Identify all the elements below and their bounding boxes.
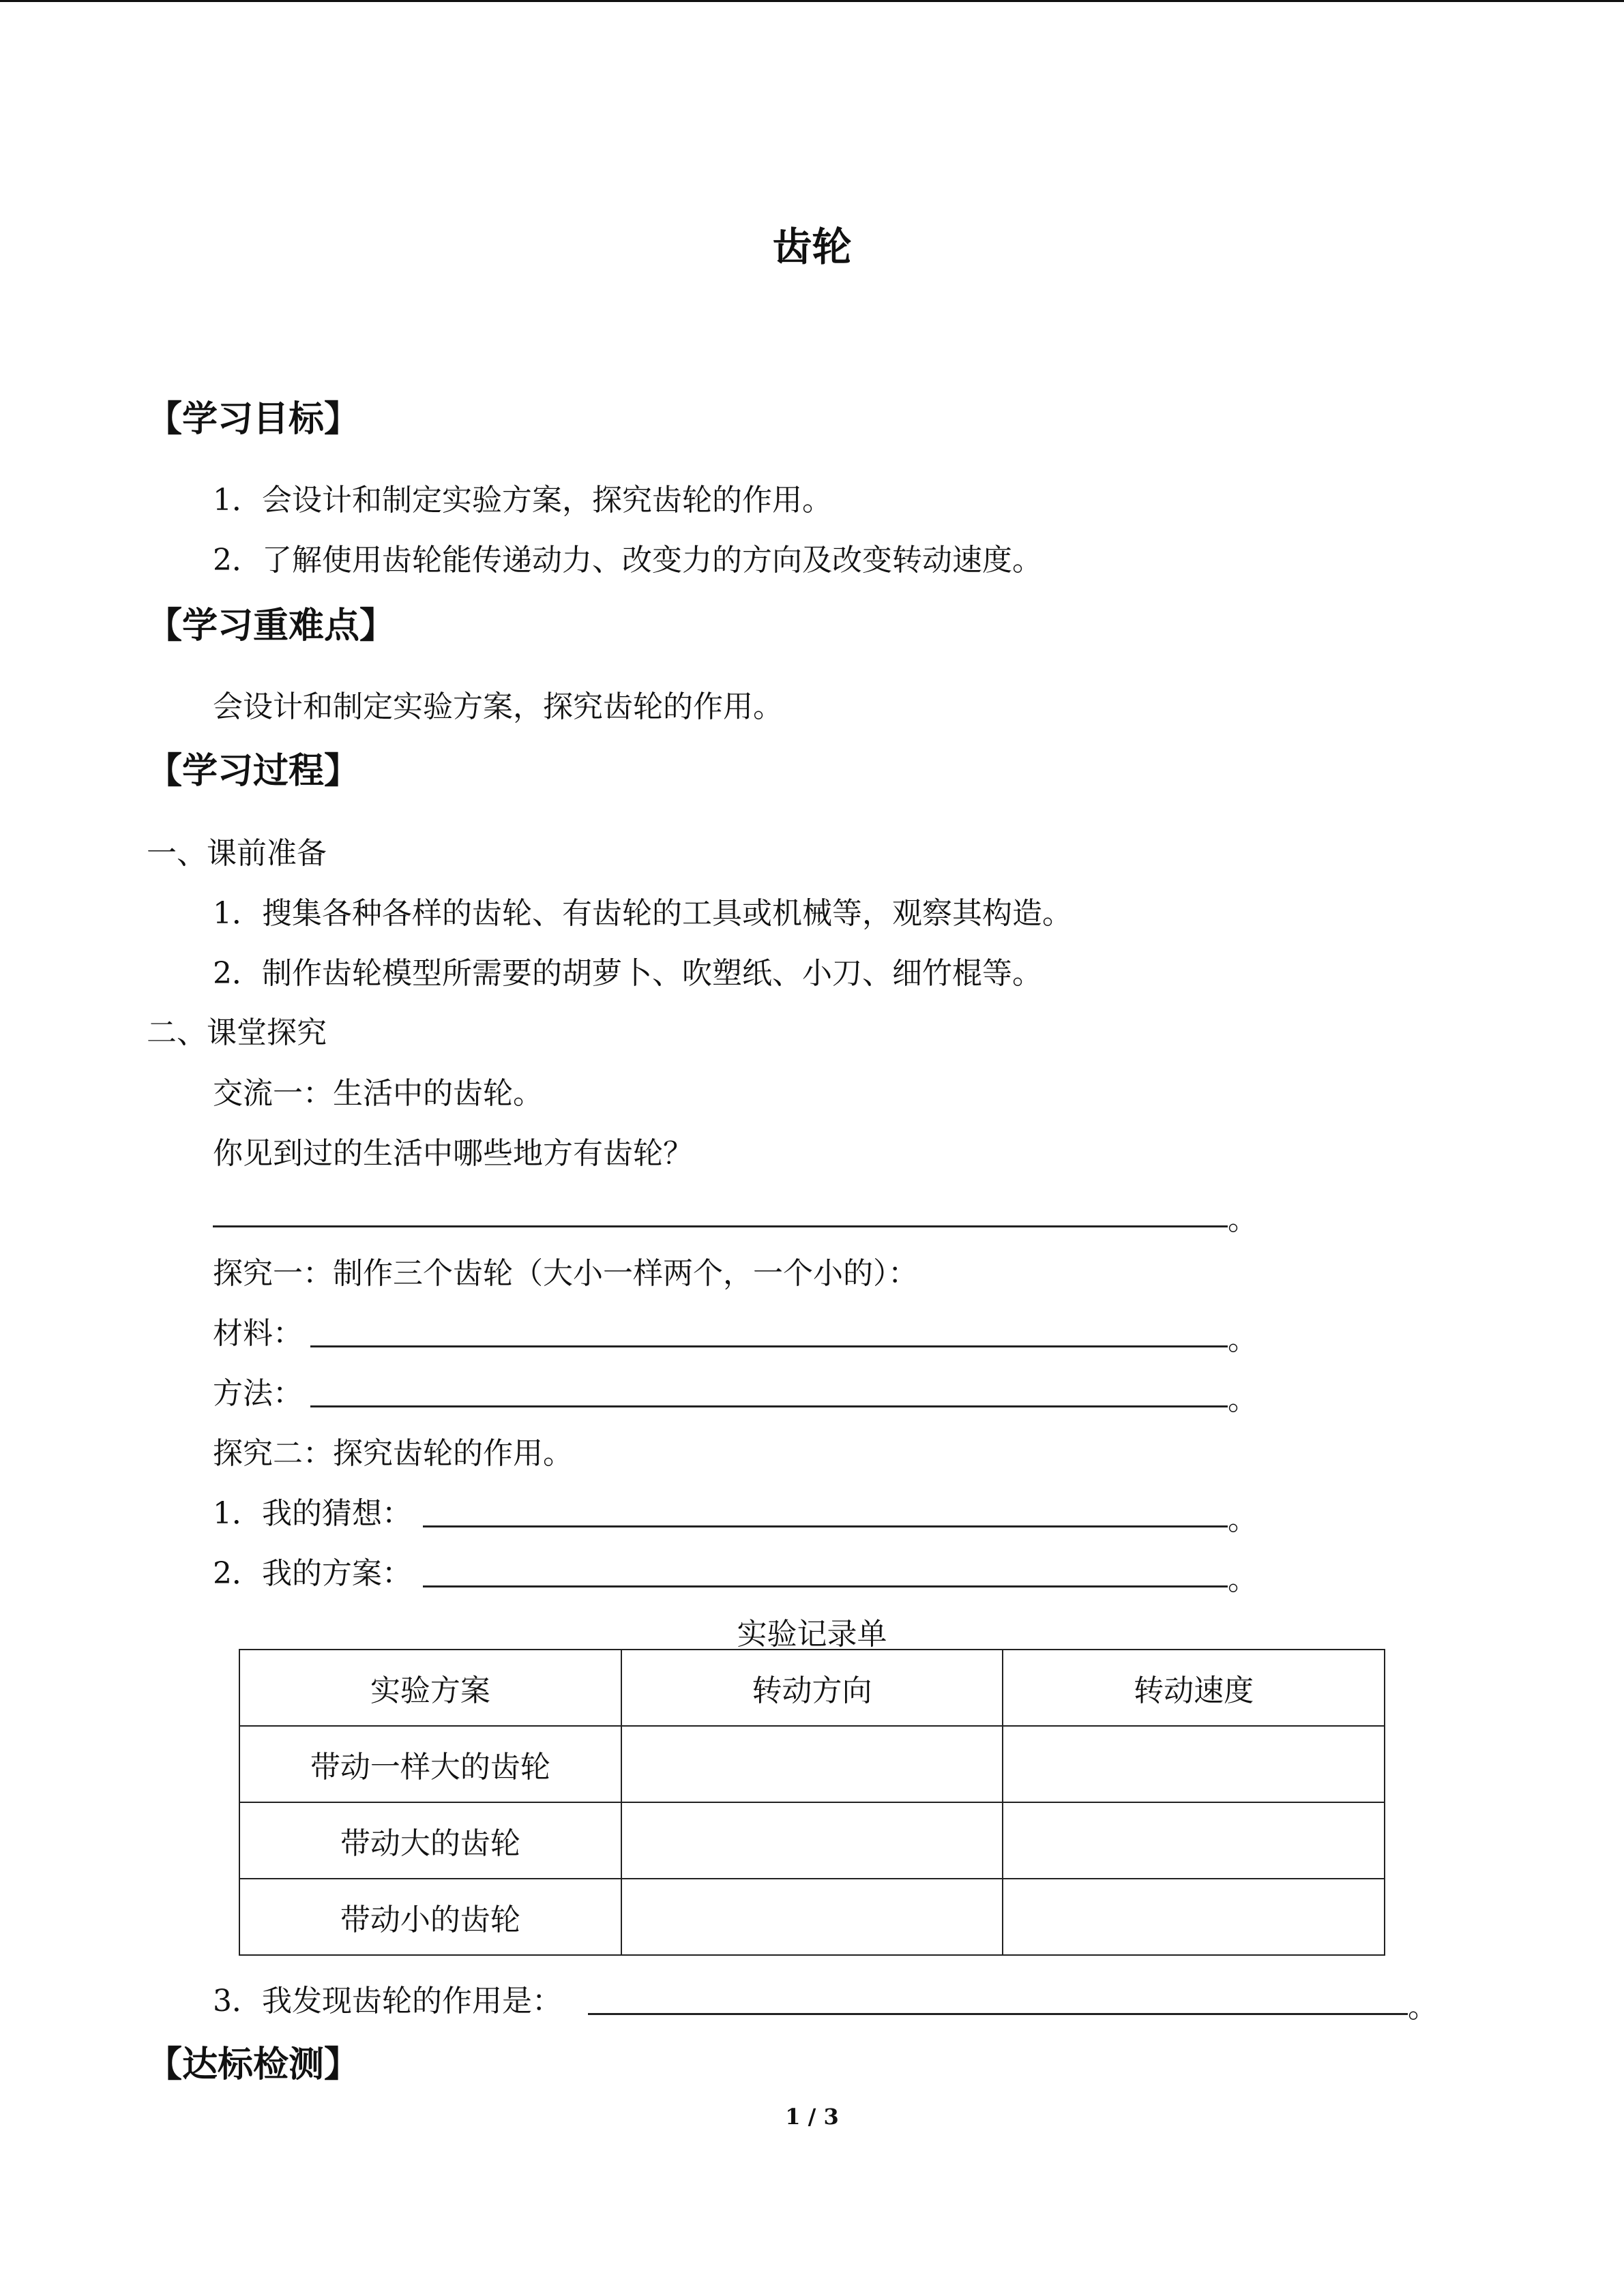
answer-line-finding[interactable]: [588, 2013, 1408, 2015]
table-cell: 带动小的齿轮: [239, 1879, 621, 1955]
table-cell-input[interactable]: [1003, 1726, 1385, 1802]
period-finding: 。: [1408, 1990, 1438, 2025]
table-cell-input[interactable]: [621, 1726, 1003, 1802]
table-row: [239, 1726, 1385, 1802]
exchange-1: 交流一：生活中的齿轮。: [213, 1076, 543, 1111]
period-method: 。: [1228, 1382, 1258, 1417]
answer-line-question[interactable]: [213, 1225, 1228, 1227]
period-plan: 。: [1228, 1562, 1258, 1597]
finding-label: 3．我发现齿轮的作用是：: [213, 1984, 562, 2018]
inquiry-2: 探究二：探究齿轮的作用。: [213, 1436, 573, 1471]
table-header-cell: 实验方案: [239, 1650, 621, 1726]
period-materials: 。: [1228, 1322, 1258, 1357]
experiment-record-table: [239, 1649, 1385, 1956]
table-cell: 带动一样大的齿轮: [239, 1726, 621, 1802]
plan-label: 2．我的方案：: [213, 1556, 412, 1591]
table-caption: 实验记录单: [737, 1617, 887, 1652]
answer-line-plan[interactable]: [423, 1585, 1228, 1587]
table-cell: 带动大的齿轮: [239, 1802, 621, 1879]
section-heading-goals: 【学习目标】: [147, 399, 360, 440]
guess-label: 1．我的猜想：: [213, 1496, 412, 1531]
table-cell-input[interactable]: [621, 1879, 1003, 1955]
page-title: 齿轮: [772, 224, 852, 270]
answer-line-materials[interactable]: [310, 1345, 1228, 1347]
period-guess: 。: [1228, 1502, 1258, 1537]
question-text: 你见到过的生活中哪些地方有齿轮？: [213, 1136, 693, 1171]
explore-heading: 二、课堂探究: [147, 1015, 327, 1050]
inquiry-1: 探究一：制作三个齿轮（大小一样两个，一个小的）：: [213, 1256, 918, 1291]
table-header-cell: 转动方向: [621, 1650, 1003, 1726]
section-heading-key-points: 【学习重难点】: [147, 606, 396, 646]
table-row: [239, 1879, 1385, 1955]
table-row: [239, 1802, 1385, 1879]
key-points-text: 会设计和制定实验方案，探究齿轮的作用。: [213, 689, 783, 724]
page-number: 1 / 3: [785, 2104, 839, 2130]
section-heading-assessment: 【达标检测】: [147, 2044, 360, 2085]
prep-heading: 一、课前准备: [147, 836, 327, 871]
table-header-cell: 转动速度: [1003, 1650, 1385, 1726]
table-cell-input[interactable]: [1003, 1802, 1385, 1879]
answer-line-guess[interactable]: [423, 1525, 1228, 1527]
answer-line-method[interactable]: [310, 1405, 1228, 1407]
prep-item-2: 2．制作齿轮模型所需要的胡萝卜、吹塑纸、小刀、细竹棍等。: [213, 956, 1042, 991]
goal-item-1: 1．会设计和制定实验方案，探究齿轮的作用。: [213, 483, 832, 518]
section-heading-process: 【学习过程】: [147, 751, 360, 792]
goal-item-2: 2．了解使用齿轮能传递动力、改变力的方向及改变转动速度。: [213, 543, 1042, 578]
period-question: 。: [1228, 1202, 1258, 1237]
table-header-row: [239, 1650, 1385, 1726]
page-top-border: [0, 0, 1624, 2]
table-cell-input[interactable]: [621, 1802, 1003, 1879]
prep-item-1: 1．搜集各种各样的齿轮、有齿轮的工具或机械等，观察其构造。: [213, 896, 1072, 931]
method-label: 方法：: [213, 1376, 303, 1411]
table-cell-input[interactable]: [1003, 1879, 1385, 1955]
materials-label: 材料：: [213, 1316, 303, 1351]
